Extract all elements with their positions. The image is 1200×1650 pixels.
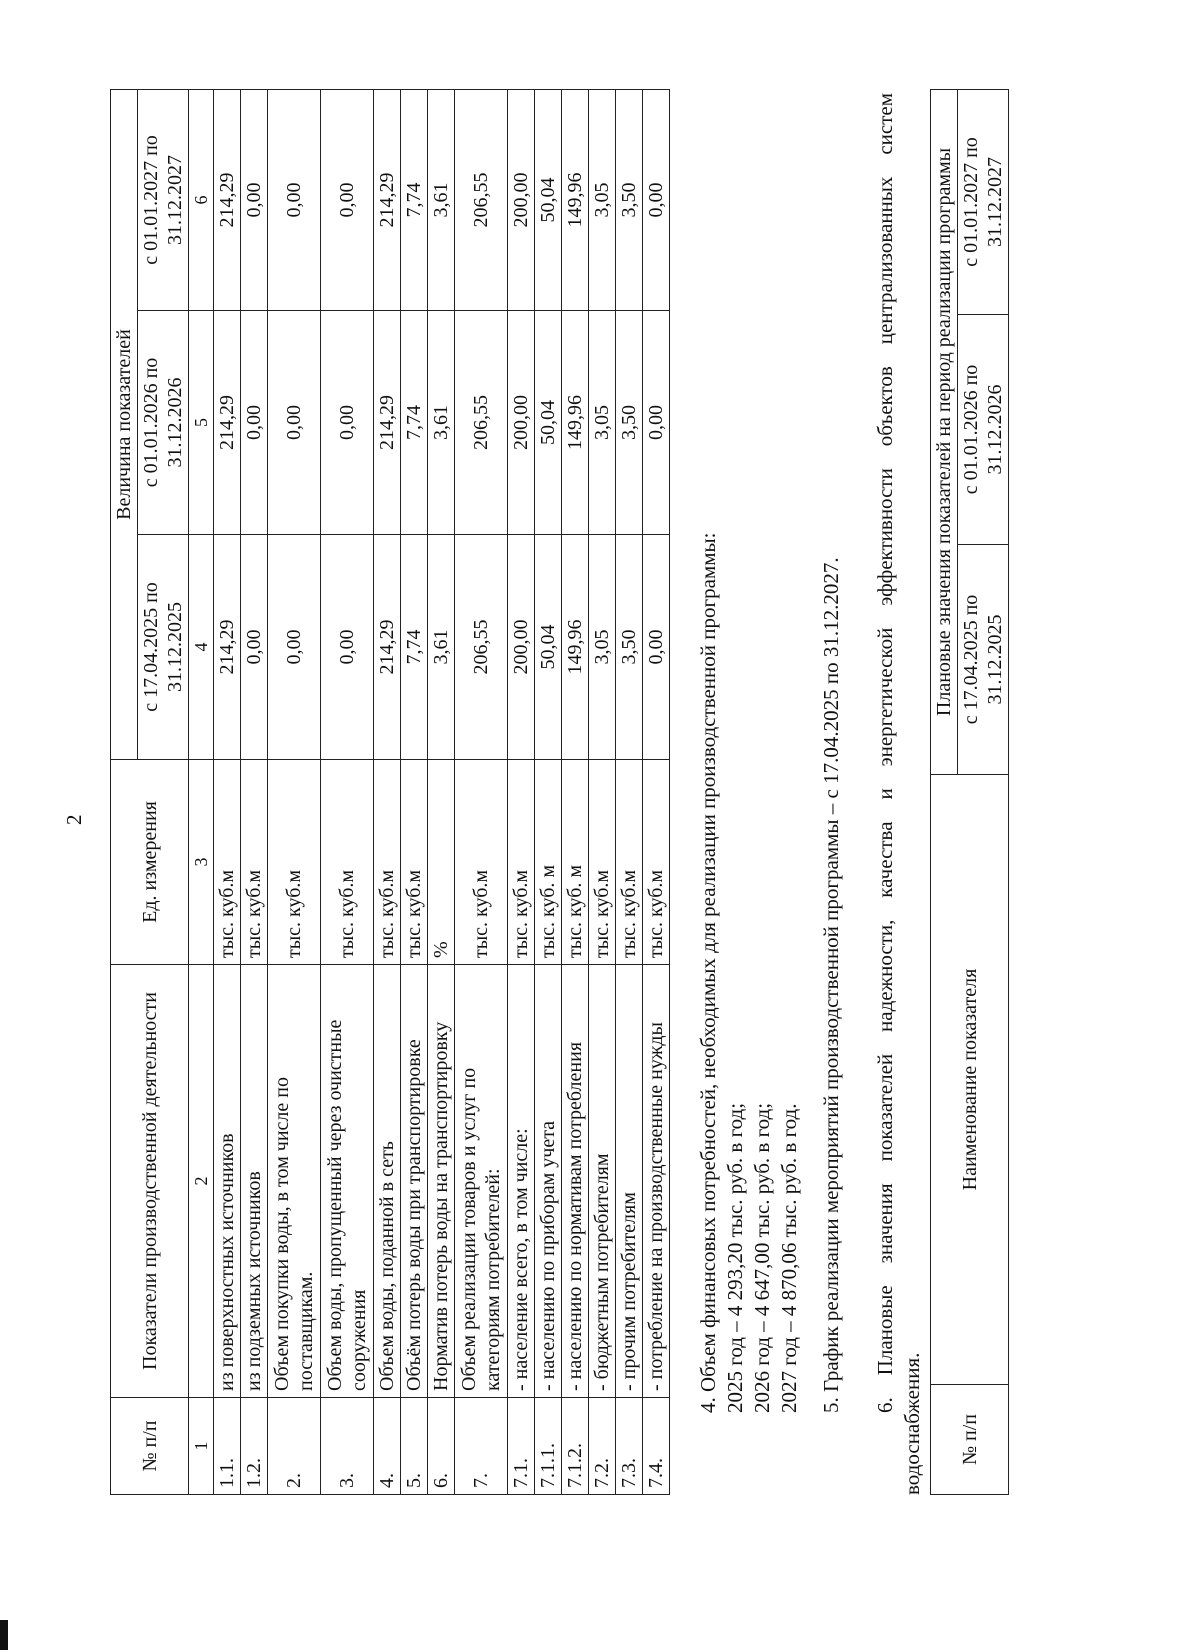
- row-value-2026: 0,00: [268, 311, 321, 535]
- row-value-2026: 3,61: [428, 311, 455, 535]
- col-num-4: 4: [189, 535, 214, 760]
- row-value-2027: 7,74: [401, 89, 428, 310]
- t2-header-group: Плановые значения показателей на период реализации программы: [931, 90, 958, 775]
- row-num: 7.1.: [508, 1398, 535, 1495]
- row-num: 7.1.1.: [535, 1398, 562, 1495]
- row-value-2025: 149,96: [562, 535, 589, 760]
- reliability-indicators-table: [930, 89, 1009, 1495]
- header-period-1: с 17.04.2025 по 31.12.2025: [138, 535, 189, 760]
- header-indicator: Показатели производственной деятельности: [111, 965, 189, 1398]
- row-value-2027: 214,29: [214, 89, 241, 310]
- row-num: 1.2.: [241, 1398, 268, 1495]
- row-value-2025: 0,00: [321, 535, 374, 760]
- row-name: - бюджетным потребителям: [589, 965, 616, 1398]
- col-num-6: 6: [189, 89, 214, 310]
- row-num: 1.1.: [214, 1398, 241, 1495]
- col-num-2: 2: [189, 965, 214, 1398]
- row-unit: тыс. куб.м: [589, 760, 616, 965]
- table-row: [589, 89, 616, 1494]
- t2-header-num: № п/п: [931, 1385, 1009, 1495]
- row-name: Норматив потерь воды на транспортировку: [428, 965, 455, 1398]
- row-value-2027: 149,96: [562, 89, 589, 310]
- row-value-2026: 214,29: [374, 311, 401, 535]
- header-period-3: с 01.01.2027 по 31.12.2027: [138, 89, 189, 310]
- row-value-2027: 0,00: [241, 89, 268, 310]
- row-value-2027: 206,55: [455, 89, 508, 310]
- row-value-2026: 3,05: [589, 311, 616, 535]
- row-unit: тыс. куб.м: [643, 760, 670, 965]
- header-unit: Ед. измерения: [111, 760, 189, 965]
- row-num: 7.3.: [616, 1398, 643, 1495]
- header-num: № п/п: [111, 1398, 189, 1495]
- row-value-2025: 0,00: [643, 535, 670, 760]
- row-num: 7.4.: [643, 1398, 670, 1495]
- col-num-1: 1: [189, 1398, 214, 1495]
- row-unit: тыс. куб.м: [455, 760, 508, 965]
- row-value-2025: 200,00: [508, 535, 535, 760]
- row-name: - прочим потребителям: [616, 965, 643, 1398]
- row-value-2026: 0,00: [321, 311, 374, 535]
- row-value-2027: 3,50: [616, 89, 643, 310]
- section-4-line-2027: 2027 год – 4 870,06 тыс. руб. в год.: [777, 1103, 801, 1413]
- section-6-line-1: 6. Плановые значения показателей надежности, качества и энергетической эффективности объектов централизованных систем: [873, 93, 897, 1413]
- row-value-2027: 50,04: [535, 89, 562, 310]
- row-value-2026: 50,04: [535, 311, 562, 535]
- row-value-2027: 0,00: [321, 89, 374, 310]
- row-value-2025: 50,04: [535, 535, 562, 760]
- row-value-2027: 214,29: [374, 89, 401, 310]
- row-num: 2.: [268, 1398, 321, 1495]
- row-value-2026: 200,00: [508, 311, 535, 535]
- row-unit: тыс. куб. м: [535, 760, 562, 965]
- row-value-2027: 0,00: [643, 89, 670, 310]
- row-name: Объем реализации товаров и услуг по категориям потребителей:: [455, 965, 508, 1398]
- production-indicators-table: [110, 89, 670, 1495]
- row-unit: тыс. куб.м: [616, 760, 643, 965]
- row-value-2026: 0,00: [241, 311, 268, 535]
- row-name: из поверхностных источников: [214, 965, 241, 1398]
- row-num: 4.: [374, 1398, 401, 1495]
- table-row: [535, 89, 562, 1494]
- table-row: [401, 89, 428, 1494]
- row-num: 6.: [428, 1398, 455, 1495]
- col-num-5: 5: [189, 311, 214, 535]
- row-unit: тыс. куб.м: [241, 760, 268, 965]
- row-value-2025: 3,61: [428, 535, 455, 760]
- section-4-line-2026: 2026 год – 4 647,00 тыс. руб. в год;: [750, 1102, 774, 1413]
- table-row: [214, 89, 241, 1494]
- section-6-line-2: водоснабжения.: [900, 1352, 924, 1495]
- row-num: 7.: [455, 1398, 508, 1495]
- table-row: [455, 89, 508, 1494]
- table-row: [241, 89, 268, 1494]
- section-5-title: 5. График реализации мероприятий производственной программы – с 17.04.2025 по 31.12.2027.: [819, 557, 843, 1413]
- table-row: [616, 89, 643, 1494]
- section-4-title: 4. Объем финансовых потребностей, необходимых для реализации производственной программы:: [696, 532, 720, 1413]
- row-unit: тыс. куб.м: [321, 760, 374, 965]
- row-name: Объем воды, поданной в сеть: [374, 965, 401, 1398]
- row-unit: тыс. куб.м: [508, 760, 535, 965]
- row-name: Объем воды, пропущенный через очистные сооружения: [321, 965, 374, 1398]
- header-period-2: с 01.01.2026 по 31.12.2026: [138, 311, 189, 535]
- table-row: [321, 89, 374, 1494]
- row-value-2027: 200,00: [508, 89, 535, 310]
- row-value-2026: 3,50: [616, 311, 643, 535]
- row-value-2025: 214,29: [374, 535, 401, 760]
- row-value-2025: 3,50: [616, 535, 643, 760]
- row-name: - население всего, в том числе:: [508, 965, 535, 1398]
- row-value-2025: 0,00: [268, 535, 321, 760]
- table-row: [643, 89, 670, 1494]
- page-number: 2: [62, 814, 86, 825]
- col-num-3: 3: [189, 760, 214, 965]
- t2-header-name: Наименование показателя: [931, 775, 1009, 1385]
- row-name: Объем покупки воды, в том числе по поставщикам.: [268, 965, 321, 1398]
- row-name: из подземных источников: [241, 965, 268, 1398]
- row-num: 3.: [321, 1398, 374, 1495]
- row-unit: тыс. куб. м: [562, 760, 589, 965]
- row-value-2026: 7,74: [401, 311, 428, 535]
- table-row: [508, 89, 535, 1494]
- row-num: 7.1.2.: [562, 1398, 589, 1495]
- row-value-2025: 0,00: [241, 535, 268, 760]
- row-unit: %: [428, 760, 455, 965]
- t2-header-period-1: с 17.04.2025 по 31.12.2025: [958, 545, 1009, 775]
- row-value-2027: 3,05: [589, 89, 616, 310]
- row-name: - населению по приборам учета: [535, 965, 562, 1398]
- row-value-2025: 3,05: [589, 535, 616, 760]
- row-name: Объём потерь воды при транспортировке: [401, 965, 428, 1398]
- header-values-group: Величина показателей: [111, 89, 138, 759]
- row-name: - потребление на производственные нужды: [643, 965, 670, 1398]
- scan-edge-mark: [0, 1620, 8, 1650]
- row-value-2027: 3,61: [428, 89, 455, 310]
- row-value-2026: 206,55: [455, 311, 508, 535]
- row-value-2026: 214,29: [214, 311, 241, 535]
- row-value-2025: 214,29: [214, 535, 241, 760]
- row-unit: тыс. куб.м: [374, 760, 401, 965]
- row-value-2026: 149,96: [562, 311, 589, 535]
- row-unit: тыс. куб.м: [268, 760, 321, 965]
- row-unit: тыс. куб.м: [214, 760, 241, 965]
- row-num: 5.: [401, 1398, 428, 1495]
- row-num: 7.2.: [589, 1398, 616, 1495]
- row-value-2025: 206,55: [455, 535, 508, 760]
- t2-header-period-2: с 01.01.2026 по 31.12.2026: [958, 315, 1009, 545]
- row-value-2026: 0,00: [643, 311, 670, 535]
- table-row: [374, 89, 401, 1494]
- row-unit: тыс. куб.м: [401, 760, 428, 965]
- row-name: - населению по нормативам потребления: [562, 965, 589, 1398]
- table-row: [268, 89, 321, 1494]
- row-value-2025: 7,74: [401, 535, 428, 760]
- t2-header-period-3: с 01.01.2027 по 31.12.2027: [958, 90, 1009, 315]
- section-4-line-2025: 2025 год – 4 293,20 тыс. руб. в год;: [723, 1102, 747, 1413]
- table-row: [562, 89, 589, 1494]
- row-value-2027: 0,00: [268, 89, 321, 310]
- indicators-table-body: [111, 89, 670, 1494]
- table-row: [428, 89, 455, 1494]
